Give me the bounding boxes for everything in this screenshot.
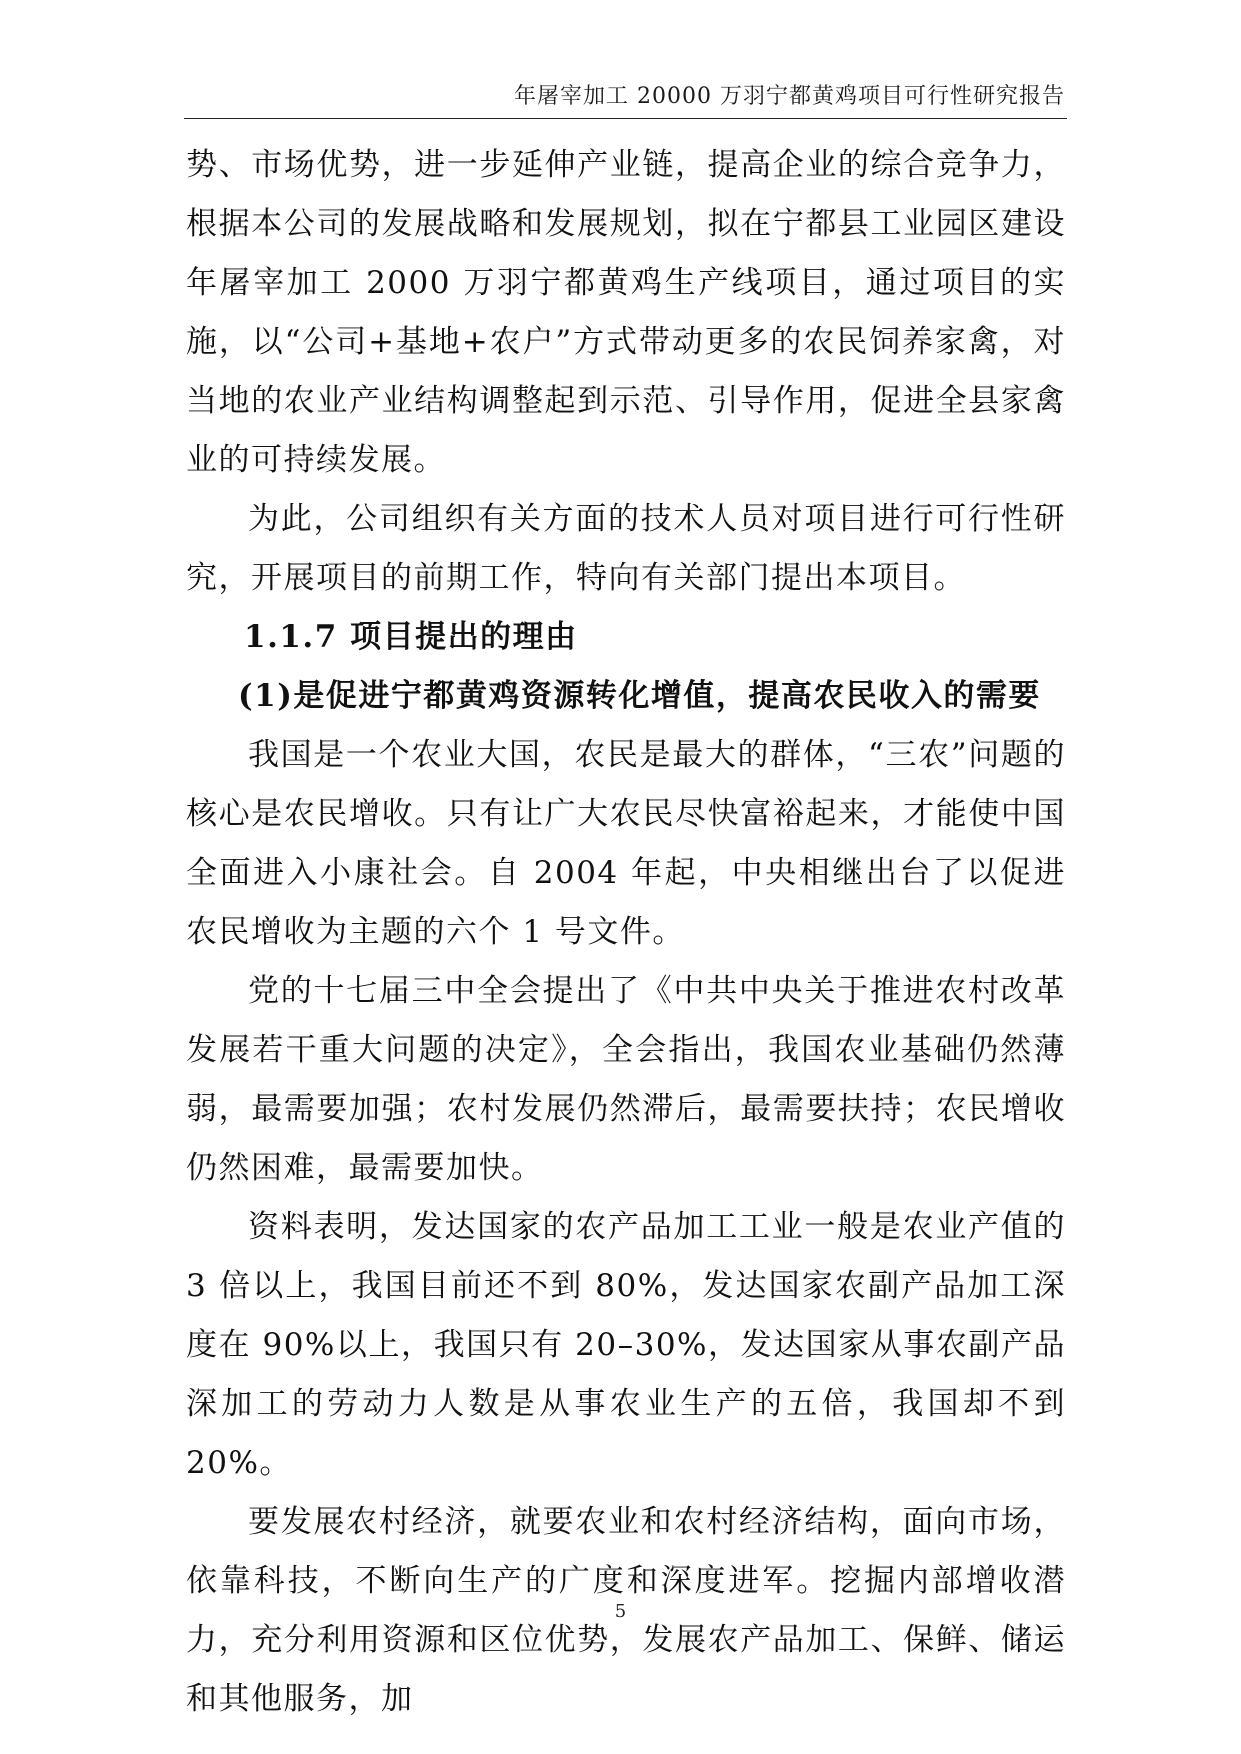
subsection-heading: (1)是促进宁都黄鸡资源转化增值，提高农民收入的需要 bbox=[238, 678, 1041, 714]
section-heading: 1.1.7 项目提出的理由 bbox=[244, 619, 578, 655]
document-body bbox=[186, 136, 1066, 1729]
paragraph: 要发展农村经济，就要农业和农村经济结构，面向市场，依靠科技，不断向生产的广度和深度进军。挖掘内部增收潜力，充分利用资源和区位优势，发展农产品加工、保鲜、储运和其他服务，加 bbox=[186, 1504, 1066, 1717]
paragraph: 我国是一个农业大国，农民是最大的群体，“三农”问题的核心是农民增收。只有让广大农民尽快富裕起来，才能使中国全面进入小康社会。自 2004 年起，中央相继出台了以促进农民增收为主题的六个 1 号文件。 bbox=[186, 737, 1066, 950]
header-divider bbox=[184, 118, 1067, 119]
paragraph: 为此，公司组织有关方面的技术人员对项目进行可行性研究，开展项目的前期工作，特向有关部门提出本项目。 bbox=[186, 501, 1066, 596]
paragraph: 党的十七届三中全会提出了《中共中央关于推进农村改革发展若干重大问题的决定》，全会指出，我国农业基础仍然薄弱，最需要加强；农村发展仍然滞后，最需要扶持；农民增收仍然困难，最需要加快。 bbox=[186, 973, 1066, 1186]
paragraph-continued: 势、市场优势，进一步延伸产业链，提高企业的综合竞争力，根据本公司的发展战略和发展规划，拟在宁都县工业园区建设年屠宰加工 2000 万羽宁都黄鸡生产线项目，通过项目的实施，以“公司+基地+农户”方式带动更多的农民饲养家禽，对当地的农业产业结构调整起到示范、引导作用，促进全县家禽业的可持续发展。 bbox=[186, 147, 1066, 478]
paragraph: 资料表明，发达国家的农产品加工工业一般是农业产值的 3 倍以上，我国目前还不到 80%，发达国家农副产品加工深度在 90%以上，我国只有 20–30%，发达国家从事农副产品深加工的劳动力人数是从事农业生产的五倍，我国却不到 20%。 bbox=[186, 1209, 1066, 1481]
page-number: 5 bbox=[614, 1601, 627, 1622]
running-header: 年屠宰加工 20000 万羽宁都黄鸡项目可行性研究报告 bbox=[514, 84, 1065, 109]
